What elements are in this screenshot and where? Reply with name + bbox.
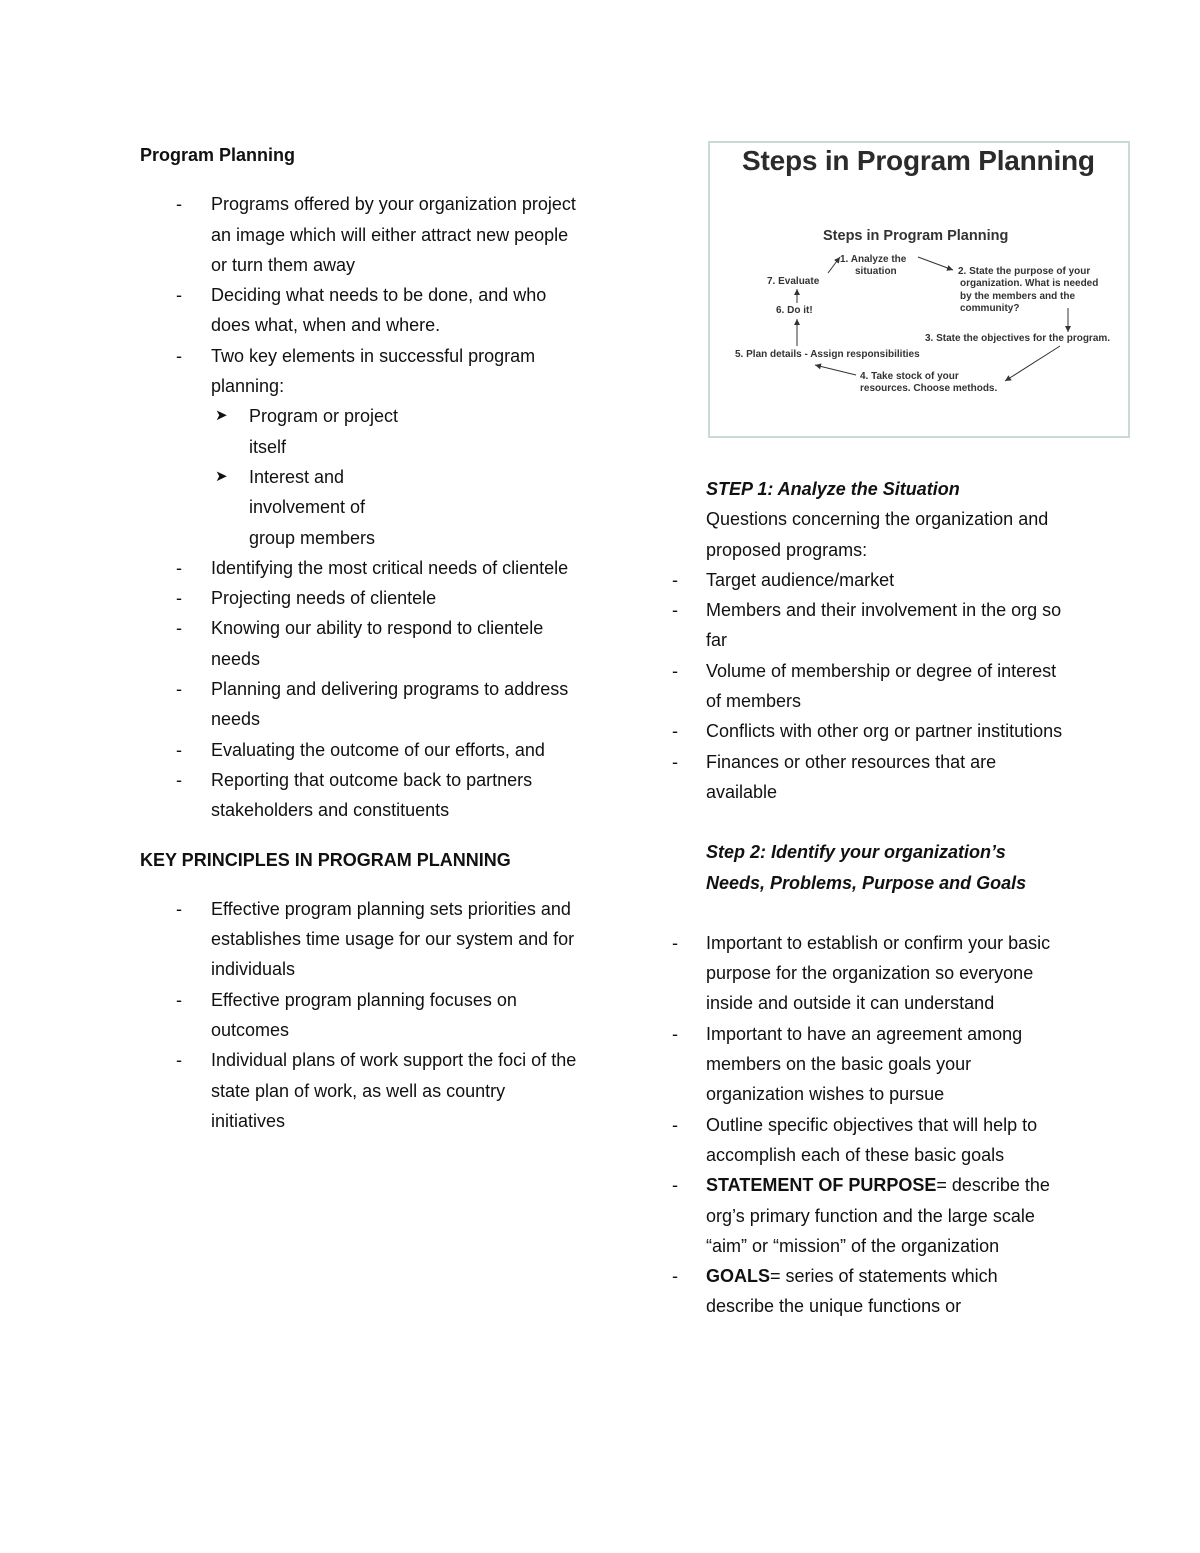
step-2-line-3: by the members and the xyxy=(960,291,1076,302)
steps-figure xyxy=(708,141,1130,438)
list-item: - Identifying the most critical needs of clientele xyxy=(140,553,580,583)
step-1-intro: Questions concerning the organization and proposed programs: xyxy=(706,509,1049,560)
list-item: - Individual plans of work support the foci of the state plan of work, as well as country initiatives xyxy=(140,1045,580,1136)
step-5: 5. Plan details - Assign responsibilities xyxy=(735,349,920,360)
step-2-heading: Step 2: Identify your organization’s Needs, Problems, Purpose and Goals xyxy=(706,842,1027,893)
diagram-title: Steps in Program Planning xyxy=(823,228,1009,244)
step-1-line-2: situation xyxy=(855,266,897,277)
purpose-term: STATEMENT OF PURPOSE xyxy=(706,1175,937,1196)
list-item: - Important to have an agreement among members on the basic goals your organization wishes to pursue xyxy=(666,1019,1066,1110)
list-item xyxy=(666,1261,1066,1322)
step-3: 3. State the objectives for the program. xyxy=(925,333,1111,344)
step-2-line-2: organization. What is needed xyxy=(960,278,1099,289)
sub-list-item xyxy=(179,401,399,462)
list-item: - Programs offered by your organization project an image which will either attract new people or turn them away xyxy=(140,189,580,280)
steps-diagram xyxy=(710,143,1128,436)
figure-title: Steps in Program Planning xyxy=(742,145,1095,176)
step-1-line-1: 1. Analyze the xyxy=(840,254,907,265)
arrow-bullet-icon: ➤ xyxy=(215,407,228,425)
right-column xyxy=(666,474,1066,1322)
list-item: - Effective program planning sets priorities and establishes time usage for our system and for individuals xyxy=(140,894,580,985)
list-item: - Conflicts with other org or partner institutions xyxy=(666,716,1066,746)
list-item: - Members and their involvement in the org so far xyxy=(666,595,1066,656)
sub-list-item xyxy=(179,462,399,553)
step-2-line-4: community? xyxy=(960,303,1020,314)
goals-definition: = series of statements which describe the unique functions or xyxy=(706,1266,998,1317)
key-principles-heading: KEY PRINCIPLES IN PROGRAM PLANNING xyxy=(140,849,511,870)
list-item: - Effective program planning focuses on outcomes xyxy=(140,985,580,1046)
list-item: - Outline specific objectives that will help to accomplish each of these basic goals xyxy=(666,1110,1066,1171)
sub-list-item-text: Program or project itself xyxy=(249,406,399,457)
purpose-definition: = describe the org’s primary function and the large scale “aim” or “mission” of the organization xyxy=(706,1175,1050,1256)
step-4-line-2: resources. Choose methods. xyxy=(860,383,998,394)
list-item: - Evaluating the outcome of our efforts, and xyxy=(140,735,580,765)
list-item: - Finances or other resources that are available xyxy=(666,747,1066,808)
step-2-line-1: 2. State the purpose of your xyxy=(958,266,1091,277)
list-item: - Knowing our ability to respond to clientele needs xyxy=(140,613,580,674)
goals-term: GOALS xyxy=(706,1266,771,1287)
list-item: - Deciding what needs to be done, and who does what, when and where. xyxy=(140,280,580,341)
arrow-bullet-icon: ➤ xyxy=(215,467,228,485)
list-item xyxy=(666,1170,1066,1261)
list-item: - Planning and delivering programs to address needs xyxy=(140,674,580,735)
list-item: - Important to establish or confirm your basic purpose for the organization so everyone inside and outside it can understand xyxy=(666,928,1066,1019)
needs-list xyxy=(140,553,580,826)
step-7: 7. Evaluate xyxy=(767,276,820,287)
list-item: - Projecting needs of clientele xyxy=(140,583,580,613)
list-item: - Two key elements in successful program planning: xyxy=(140,341,580,402)
left-column xyxy=(140,140,580,1136)
step-1-list xyxy=(666,565,1066,807)
step-4-line-1: 4. Take stock of your xyxy=(860,371,959,382)
list-item: - Volume of membership or degree of interest of members xyxy=(666,656,1066,717)
step-2-list xyxy=(666,928,1066,1322)
step-1-heading: STEP 1: Analyze the Situation xyxy=(706,479,960,499)
sub-list-item-text: Interest and involvement of group members xyxy=(249,466,376,548)
arrow-1-to-2 xyxy=(918,257,953,270)
arrow-7-to-1 xyxy=(828,257,840,273)
list-item: - Target audience/market xyxy=(666,565,1066,595)
key-elements-sublist xyxy=(179,401,580,552)
program-planning-heading: Program Planning xyxy=(140,145,296,165)
key-principles-list xyxy=(140,894,580,1136)
program-planning-list xyxy=(140,189,580,401)
step-6: 6. Do it! xyxy=(776,305,813,316)
arrow-3-to-4 xyxy=(1005,346,1060,381)
arrow-4-to-5 xyxy=(815,365,856,375)
list-item: - Reporting that outcome back to partners stakeholders and constituents xyxy=(140,765,580,826)
